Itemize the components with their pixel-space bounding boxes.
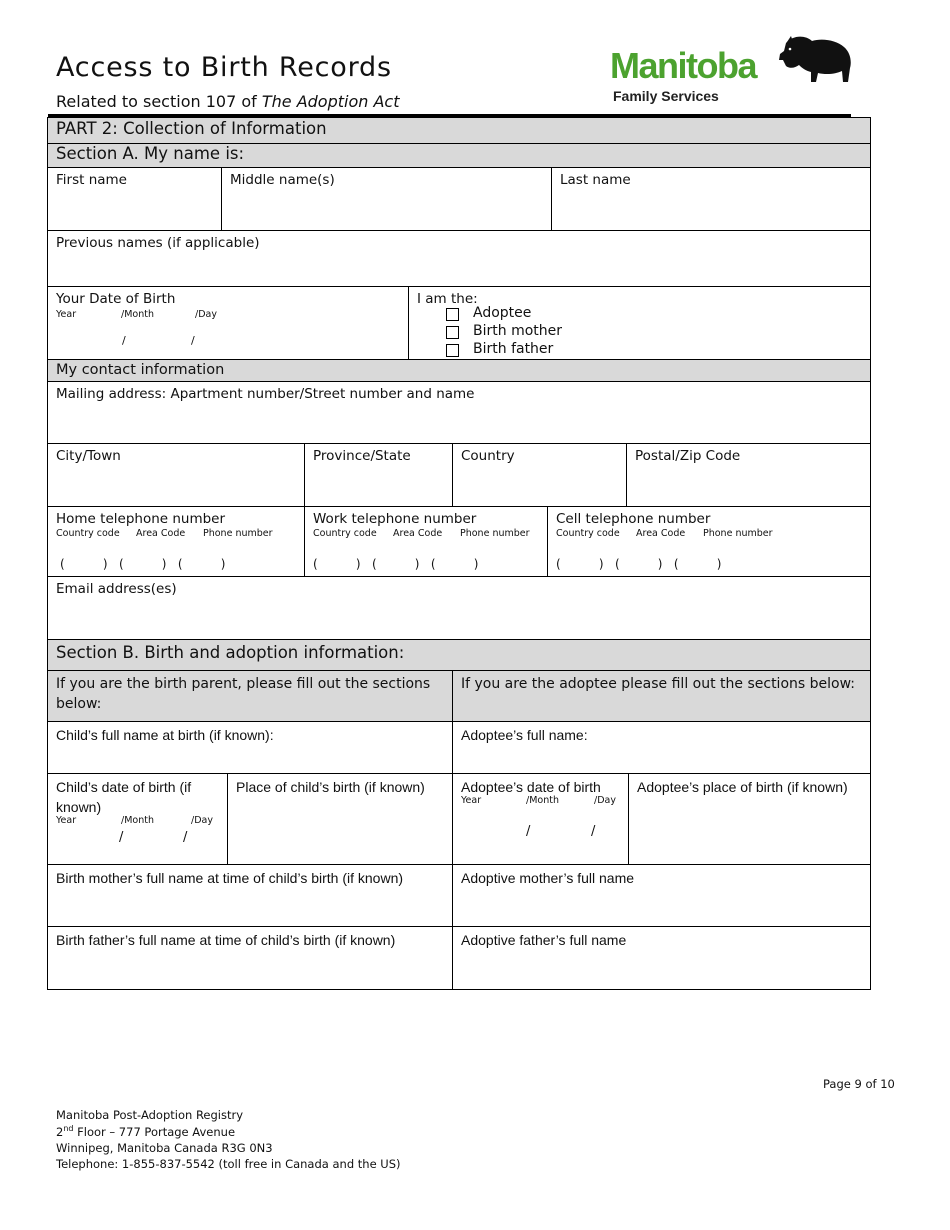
place-of-childs-birth-field[interactable]: [227, 773, 452, 864]
adoptees-place-of-birth-field[interactable]: [628, 773, 870, 864]
city-label: City/Town: [56, 448, 121, 464]
mailing-address-field[interactable]: [47, 381, 870, 443]
date-year-label: Year: [461, 795, 482, 806]
section-a-title: Section A. My name is:: [56, 144, 245, 163]
manitoba-logo: [610, 35, 855, 110]
country-code-label: Country code: [556, 528, 620, 539]
birth-parent-intro: [47, 670, 452, 721]
place-of-childs-birth-label: Place of child’s birth (if known): [236, 779, 425, 795]
work-phone-field[interactable]: [304, 506, 547, 576]
birth-father-name-field[interactable]: [47, 926, 452, 989]
part-2-title: PART 2: Collection of Information: [56, 119, 327, 138]
subtitle-act: The Adoption Act: [261, 92, 400, 111]
birth-parent-intro-text: If you are the birth parent, please fill out the sections below:: [56, 676, 431, 712]
page-number: Page 9 of 10: [823, 1077, 895, 1091]
bison-icon: [778, 35, 854, 85]
footer-street: Floor – 777 Portage Avenue: [73, 1124, 236, 1139]
date-separator: /: [183, 830, 188, 845]
section-b-header: [47, 639, 870, 670]
previous-names-field[interactable]: [47, 230, 870, 286]
mailing-address-label: Mailing address: Apartment number/Street number and name: [56, 386, 475, 402]
first-name-label: First name: [56, 172, 127, 188]
country-code-label: Country code: [56, 528, 120, 539]
area-code-label: Area Code: [393, 528, 443, 539]
page-title: Access to Birth Records: [56, 52, 392, 83]
i-am-label: I am the:: [417, 291, 478, 307]
country-field[interactable]: [452, 443, 626, 506]
home-phone-field[interactable]: [47, 506, 304, 576]
cell-phone-label: Cell telephone number: [556, 511, 711, 527]
dob-year-label: Year: [56, 309, 77, 320]
childs-full-name-field[interactable]: [47, 721, 452, 773]
table-bottom-border: [47, 989, 871, 990]
city-field[interactable]: [47, 443, 304, 506]
subtitle-prefix: Related to section 107 of: [56, 92, 262, 111]
adoptees-full-name-field[interactable]: [452, 721, 870, 773]
adoptive-father-name-label: Adoptive father’s full name: [461, 932, 627, 948]
province-label: Province/State: [313, 448, 411, 464]
area-code-label: Area Code: [636, 528, 686, 539]
adoptive-father-name-field[interactable]: [452, 926, 870, 989]
email-field[interactable]: [47, 576, 870, 639]
birth-father-checkbox[interactable]: [446, 344, 459, 357]
last-name-label: Last name: [560, 172, 631, 188]
adoptee-intro: [452, 670, 870, 721]
phone-parentheses: ( ) ( ) ( ): [60, 557, 226, 571]
middle-name-label: Middle name(s): [230, 172, 335, 188]
logo-wordmark: Manitoba: [610, 45, 756, 86]
adoptee-checkbox[interactable]: [446, 308, 459, 321]
first-name-field[interactable]: [47, 167, 221, 230]
date-day-label: /Day: [594, 795, 616, 806]
adoptees-full-name-label: Adoptee’s full name:: [461, 727, 588, 743]
contact-info-header: [47, 359, 870, 381]
childs-dob-label: Child’s date of birth (if known): [56, 779, 192, 815]
page-subtitle: [56, 92, 399, 111]
contact-info-title: My contact information: [56, 362, 225, 378]
postal-code-field[interactable]: [626, 443, 870, 506]
date-month-label: /Month: [121, 815, 154, 826]
date-day-label: /Day: [191, 815, 213, 826]
date-year-label: Year: [56, 815, 77, 826]
footer-city: Winnipeg, Manitoba Canada R3G 0N3: [56, 1141, 273, 1155]
footer-floor-suffix: nd: [63, 1124, 74, 1133]
footer-telephone: Telephone: 1-855-837-5542 (toll free in Canada and the US): [56, 1157, 401, 1171]
phone-number-label: Phone number: [703, 528, 773, 539]
adoptees-place-of-birth-label: Adoptee’s place of birth (if known): [637, 779, 848, 795]
footer-floor-number: 2: [56, 1124, 64, 1139]
logo-subtitle: Family Services: [613, 88, 719, 104]
adoptee-label: Adoptee: [473, 305, 532, 321]
phone-number-label: Phone number: [460, 528, 530, 539]
birth-father-label: Birth father: [473, 341, 554, 357]
childs-full-name-label: Child’s full name at birth (if known):: [56, 727, 274, 743]
previous-names-label: Previous names (if applicable): [56, 235, 260, 251]
date-separator: /: [591, 824, 596, 839]
adoptees-date-of-birth-field[interactable]: [452, 773, 628, 864]
country-code-label: Country code: [313, 528, 377, 539]
home-phone-label: Home telephone number: [56, 511, 226, 527]
postal-code-label: Postal/Zip Code: [635, 448, 741, 464]
dob-separator: /: [122, 334, 126, 347]
dob-separator: /: [191, 334, 195, 347]
phone-parentheses: ( ) ( ) ( ): [556, 557, 722, 571]
date-separator: /: [119, 830, 124, 845]
dob-day-label: /Day: [195, 309, 217, 320]
last-name-field[interactable]: [551, 167, 870, 230]
section-a-header: [47, 143, 870, 167]
i-am-the-field: [408, 286, 870, 359]
birth-mother-label: Birth mother: [473, 323, 562, 339]
work-phone-label: Work telephone number: [313, 511, 477, 527]
dob-label: Your Date of Birth: [56, 291, 176, 307]
middle-name-field[interactable]: [221, 167, 551, 230]
adoptive-mother-name-field[interactable]: [452, 864, 870, 926]
phone-number-label: Phone number: [203, 528, 273, 539]
birth-mother-name-field[interactable]: [47, 864, 452, 926]
birth-mother-checkbox[interactable]: [446, 326, 459, 339]
footer-address: [56, 1124, 235, 1139]
birth-father-name-label: Birth father’s full name at time of child’s birth (if known): [56, 932, 396, 948]
date-separator: /: [526, 824, 531, 839]
phone-parentheses: ( ) ( ) ( ): [313, 557, 479, 571]
part-2-header: [47, 117, 870, 143]
section-b-title: Section B. Birth and adoption information:: [56, 643, 405, 662]
adoptive-mother-name-label: Adoptive mother’s full name: [461, 870, 635, 886]
cell-phone-field[interactable]: [547, 506, 870, 576]
province-field[interactable]: [304, 443, 452, 506]
email-label: Email address(es): [56, 581, 177, 597]
dob-month-label: /Month: [121, 309, 154, 320]
country-label: Country: [461, 448, 515, 464]
table-right-border: [870, 117, 871, 990]
childs-date-of-birth-field[interactable]: [47, 773, 227, 864]
date-month-label: /Month: [526, 795, 559, 806]
birth-mother-name-label: Birth mother’s full name at time of child’s birth (if known): [56, 870, 404, 886]
area-code-label: Area Code: [136, 528, 186, 539]
adoptees-dob-label: Adoptee’s date of birth: [461, 779, 601, 795]
adoptee-intro-text: If you are the adoptee please fill out the sections below:: [461, 676, 855, 692]
date-of-birth-field[interactable]: [47, 286, 408, 359]
footer-org: Manitoba Post-Adoption Registry: [56, 1108, 244, 1122]
